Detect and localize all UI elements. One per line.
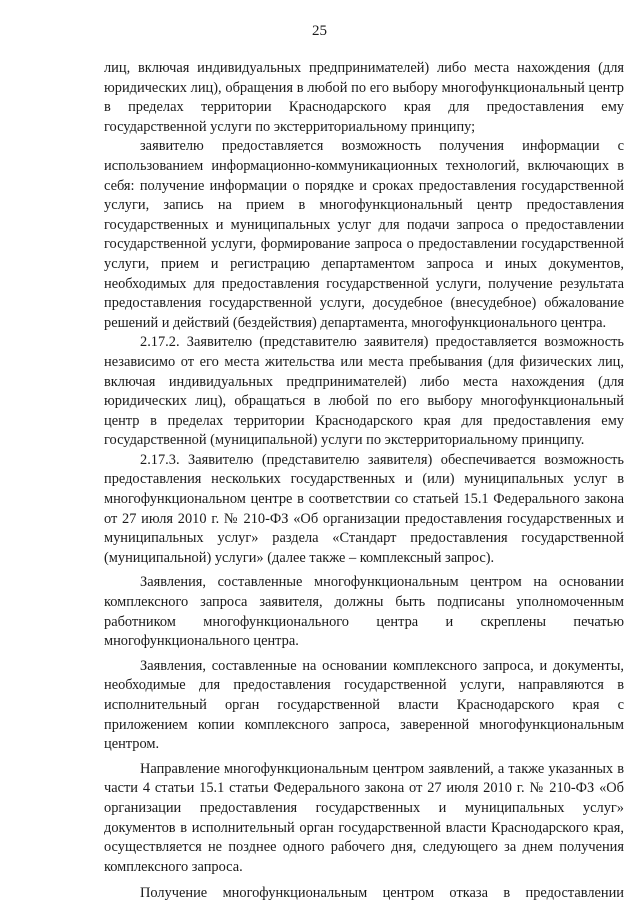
document-body <box>104 59 624 904</box>
paragraph-refusal-received: Получение многофункциональным центром отказа в предоставлении <box>140 885 624 902</box>
paragraph-2-17-3: 2.17.3. Заявителю (представителю заявителя) обеспечивается возможность предоставления нескольких государственных и (или) муниципальных услуг в многофункциональном центре в соответствии со статьей 15.1 Федерального закона от 27 июля 2010 г. № 210-ФЗ «Об организации предоставления государственных и муниципальных услуг» раздела «Стандарт предоставления государственной (муниципальной) услуги» (далее также – комплексный запрос). <box>104 451 624 566</box>
paragraph-continuation: лиц, включая индивидуальных предпринимателей) либо места нахождения (для юридических лиц), обращения в любой по его выбору многофункциональный центр в пределах территории Краснодарского края для предоставления ему государственной услуги по экстерриториальному принципу; <box>104 60 624 135</box>
paragraph-submission-deadline: Направление многофункциональным центром заявлений, а также указанных в части 4 статьи 15.1 статьи Федерального закона от 27 июля 2010 г. № 210-ФЗ «Об организации предоставления государственных и муниципальных услуг» документов в исполнительный орган государственной власти Краснодарского края, осуществляется не позднее одного рабочего дня, следующего за днем получения комплексного запроса. <box>104 760 624 875</box>
page-number: 25 <box>312 23 327 39</box>
paragraph-ict-access: заявителю предоставляется возможность получения информации с использованием информационно-коммуникационных технологий, включающих в себя: получение информации о порядке и сроках предоставления государственной услуги, запись на прием в многофункциональный центр предоставления государственных и муниципальных услуг для подачи запроса о предоставлении государственной услуги, формирование запроса о предоставлении государственной услуги, прием и регистрацию департаментом запроса и иных документов, необходимых для предоставления государственной услуги, получение результата предоставления государственной услуги, досудебное (внесудебное) обжалование решений и действий (бездействия) департамента, многофункционального центра. <box>104 138 624 331</box>
paragraph-applications-signed: Заявления, составленные многофункциональным центром на основании комплексного запроса заявителя, должны быть подписаны уполномоченным работником многофункционального центра и скреплены печатью многофункционального центра. <box>104 574 624 650</box>
paragraph-2-17-2: 2.17.2. Заявителю (представителю заявителя) предоставляется возможность независимо от его места жительства или места пребывания (для физических лиц, включая индивидуальных предпринимателей) либо места нахождения (для юридических лиц), обращаться в любой по его выбору многофункциональный центр в пределах территории Краснодарского края для предоставления ему государственной (муниципальной) услуги по экстерриториальному принципу. <box>104 334 624 449</box>
paragraph-applications-sent: Заявления, составленные на основании комплексного запроса, и документы, необходимые для предоставления государственной услуги, направляются в исполнительный орган государственной власти Краснодарского края с приложением копии комплексного запроса, заверенной многофункциональным центром. <box>104 657 624 753</box>
